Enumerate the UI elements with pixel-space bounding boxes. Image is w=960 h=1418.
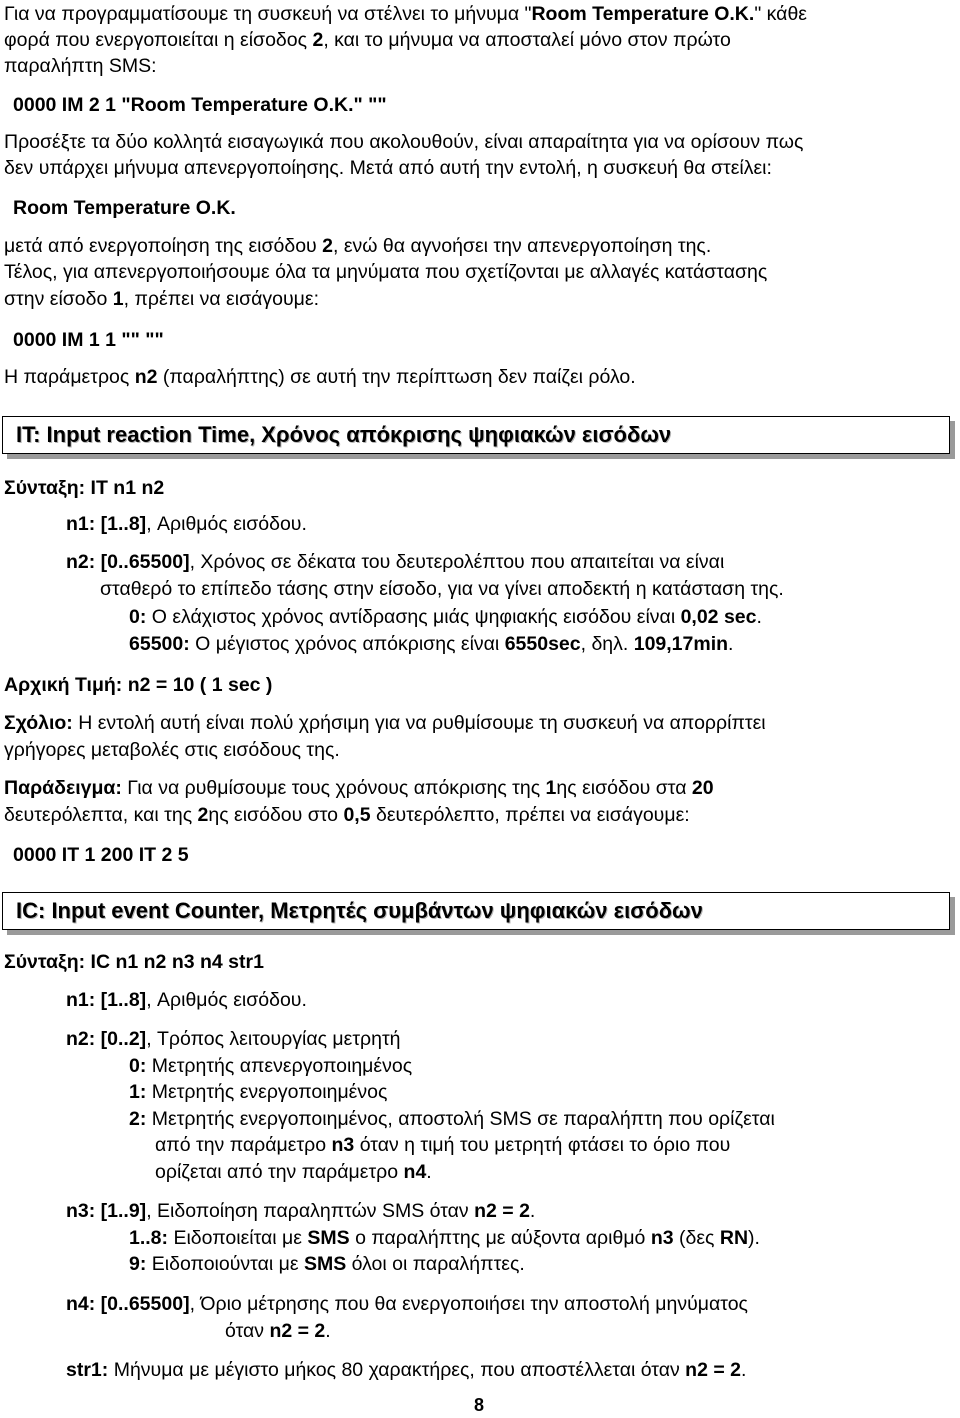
it-initial-value: Αρχική Τιμή: n2 = 10 ( 1 sec ) — [4, 674, 273, 696]
ic-mode-2-line-2: από την παράμετρο n3 όταν η τιμή του μετρητή φτάσει το όριο που — [155, 1134, 731, 1156]
it-syntax: Σύνταξη: IT n1 n2 — [4, 477, 165, 499]
intro-line-3: παραλήπτη SMS: — [4, 55, 157, 77]
ic-section-title: IC: Input event Counter, Μετρητές συμβάντων ψηφιακών εισόδων — [16, 898, 703, 923]
ic-recipient-1-8: 1..8: Ειδοποιείται με SMS ο παραλήπτης με αύξοντα αριθμό n3 (δες RN). — [129, 1227, 760, 1249]
intro-line-2: φορά που ενεργοποιείται η είσοδος 2, και το μήνυμα να αποσταλεί μόνο στον πρώτο — [4, 29, 731, 51]
page-number: 8 — [474, 1395, 485, 1415]
ic-mode-1: 1: Μετρητής ενεργοποιημένος — [129, 1081, 388, 1103]
ic-param-n4-line-2: όταν n2 = 2. — [225, 1320, 331, 1342]
code-example-3: 0000 IM 1 1 "" "" — [13, 329, 164, 351]
intro-line-4: Προσέξτε τα δύο κολλητά εισαγωγικά που ακολουθούν, είναι απαραίτητα για να ορίσουν πως — [4, 131, 804, 153]
ic-mode-2-line-3: ορίζεται από την παράμετρο n4. — [155, 1161, 432, 1183]
code-example-1: 0000 IM 2 1 "Room Temperature O.K." "" — [13, 94, 387, 116]
it-value-min: 0: Ο ελάχιστος χρόνος αντίδρασης μιάς ψηφιακής εισόδου είναι 0,02 sec. — [129, 606, 762, 628]
intro-line-1: Για να προγραμματίσουμε τη συσκευή να στέλνει το μήνυμα "Room Temperature O.K." κάθε — [4, 3, 807, 25]
it-param-n1: n1: [1..8], Αριθμός εισόδου. — [66, 513, 307, 535]
ic-param-n1: n1: [1..8], Αριθμός εισόδου. — [66, 989, 307, 1011]
ic-param-n2: n2: [0..2], Τρόπος λειτουργίας μετρητή — [66, 1028, 401, 1050]
it-value-max: 65500: Ο μέγιστος χρόνος απόκρισης είναι 6550sec, δηλ. 109,17min. — [129, 633, 734, 655]
it-param-n2: n2: [0..65500], Χρόνος σε δέκατα του δευτερολέπτου που απαιτείται να είναι — [66, 551, 725, 573]
it-note-line-1: Σχόλιο: Η εντολή αυτή είναι πολύ χρήσιμη για να ρυθμίσουμε τη συσκευή να απορρίπτει — [4, 712, 766, 734]
intro-line-7: Τέλος, για απενεργοποιήσουμε όλα τα μηνύματα που σχετίζονται με αλλαγές κατάστασης — [4, 261, 768, 283]
it-code-example: 0000 IT 1 200 IT 2 5 — [13, 844, 189, 866]
code-example-2: Room Temperature O.K. — [13, 197, 236, 219]
ic-param-n4: n4: [0..65500], Όριο μέτρησης που θα ενεργοποιήσει την αποστολή μηνύματος — [66, 1293, 748, 1315]
it-section-header — [2, 416, 950, 454]
it-note-line-2: γρήγορες μεταβολές στις εισόδους της. — [4, 739, 340, 761]
intro-line-8: στην είσοδο 1, πρέπει να εισάγουμε: — [4, 288, 319, 310]
ic-syntax: Σύνταξη: IC n1 n2 n3 n4 str1 — [4, 951, 264, 973]
ic-param-n3: n3: [1..9], Ειδοποίηση παραληπτών SMS όταν n2 = 2. — [66, 1200, 536, 1222]
it-example-line-1: Παράδειγμα: Για να ρυθμίσουμε τους χρόνους απόκρισης της 1ης εισόδου στα 20 — [4, 777, 714, 799]
intro-line-9: Η παράμετρος n2 (παραλήπτης) σε αυτή την περίπτωση δεν παίζει ρόλο. — [4, 366, 636, 388]
ic-mode-0: 0: Μετρητής απενεργοποιημένος — [129, 1055, 413, 1077]
it-example-line-2: δευτερόλεπτα, και της 2ης εισόδου στο 0,5 δευτερόλεπτο, πρέπει να εισάγουμε: — [4, 804, 690, 826]
it-section-title: IT: Input reaction Time, Χρόνος απόκρισης ψηφιακών εισόδων — [16, 422, 672, 447]
ic-mode-2: 2: Μετρητής ενεργοποιημένος, αποστολή SMS σε παραλήπτη που ορίζεται — [129, 1108, 775, 1130]
intro-line-5: δεν υπάρχει μήνυμα απενεργοποίησης. Μετά από αυτή την εντολή, η συσκευή θα στείλει: — [4, 157, 772, 179]
ic-section-header — [2, 892, 950, 930]
intro-line-6: μετά από ενεργοποίηση της εισόδου 2, ενώ θα αγνοήσει την απενεργοποίηση της. — [4, 235, 712, 257]
ic-param-str1: str1: Μήνυμα με μέγιστο μήκος 80 χαρακτήρες, που αποστέλλεται όταν n2 = 2. — [66, 1359, 747, 1381]
it-param-n2-desc: σταθερό το επίπεδο τάσης στην είσοδο, για να γίνει αποδεκτή η κατάσταση της. — [100, 578, 784, 600]
ic-recipient-9: 9: Ειδοποιούνται με SMS όλοι οι παραλήπτες. — [129, 1253, 525, 1275]
